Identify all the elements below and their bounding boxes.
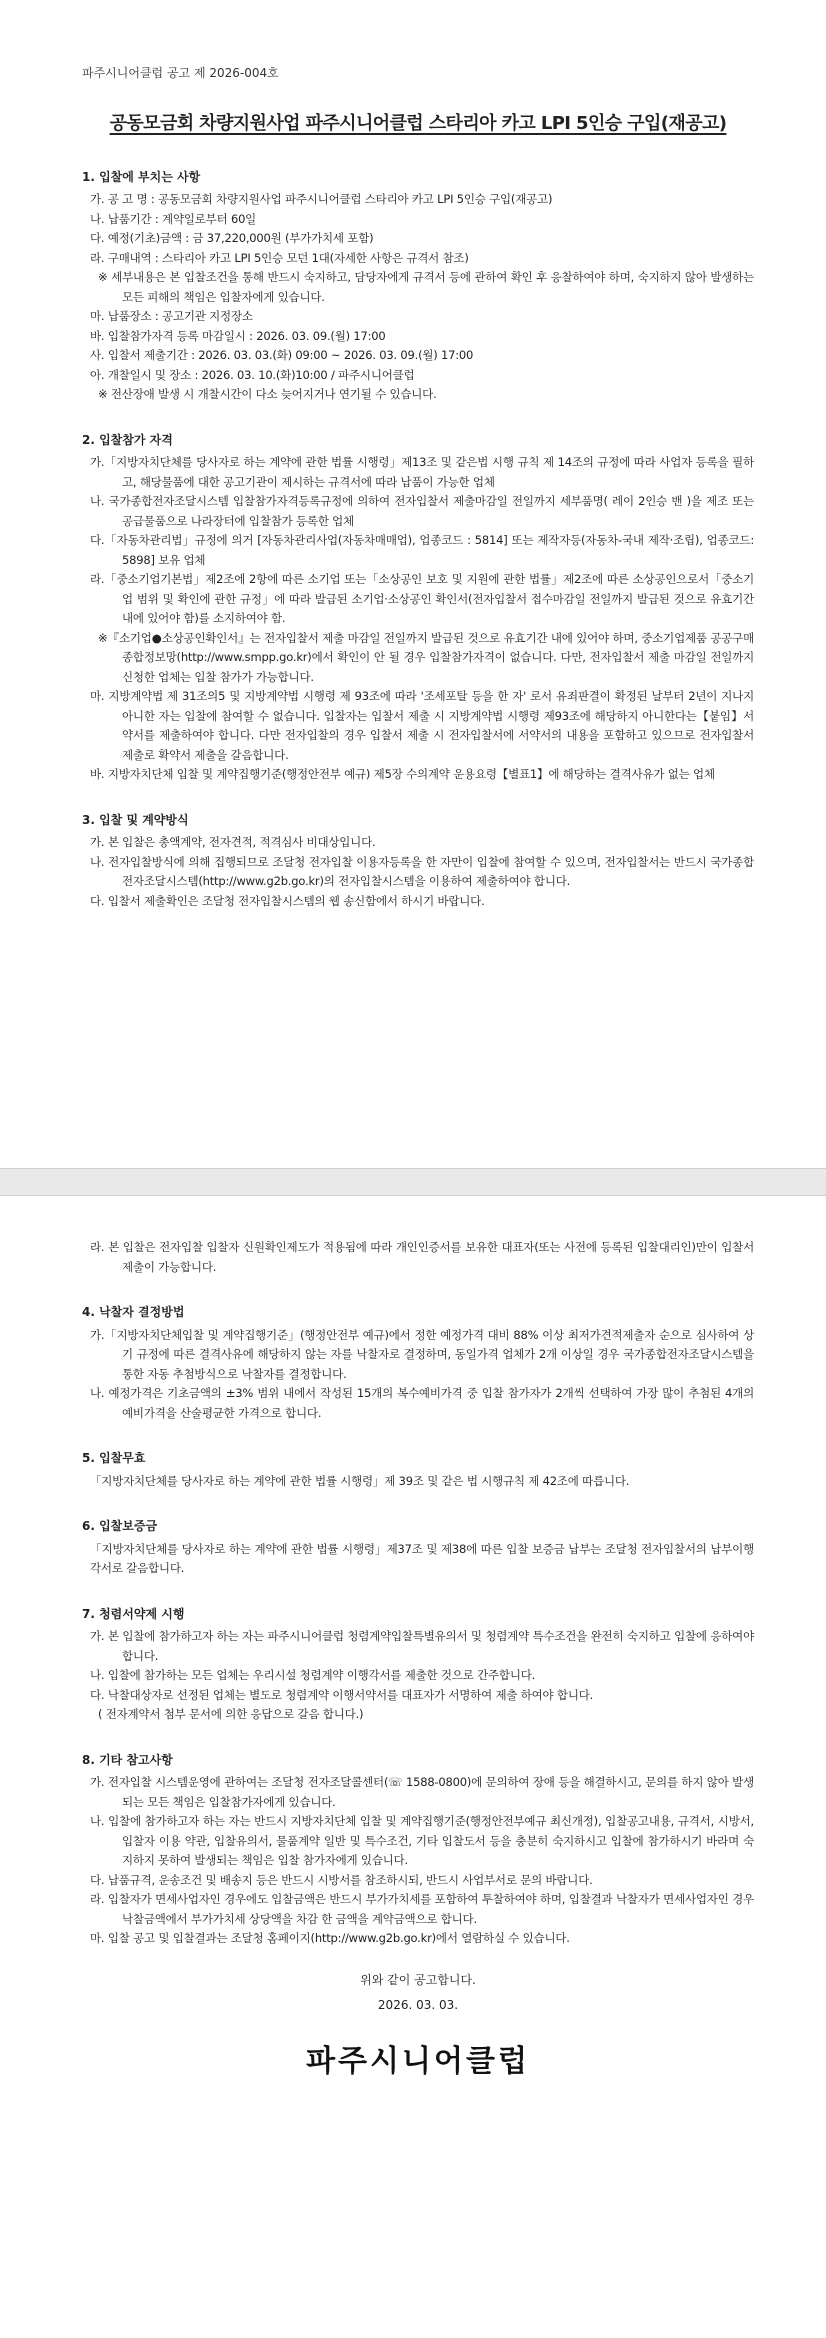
section-note: ※『소기업●소상공인확인서』는 전자입찰서 제출 마감일 전일까지 발급된 것으로 유효기간 내에 있어야 하며, 중소기업제품 공공구매 종합정보망(http://www.smpp.go.kr)에서 확인이 안 될 경우 입찰참가자격이 없습니다. 다만, 전자입찰서 제출 마감일 전일까지 신청한 업체는 입찰 참가가 가능합니다. [98, 630, 754, 684]
section-item: 나. 입찰에 참가하고자 하는 자는 반드시 지방자치단체 입찰 및 계약집행기준(행정안전부예규 최신개정), 입찰공고내용, 규격서, 시방서, 입찰자 이용 약관, 입찰유의서, 물품계약 일반 및 특수조건, 기타 입찰도서 등을 충분히 숙지하시고 입찰에 참가하시기 바라며 숙지하지 못하여 발생되는 책임은 입찰 참가자에게 있습니다. [90, 1814, 754, 1867]
section-title: 8. 기타 참고사항 [82, 1752, 173, 1767]
section-item: 사. 입찰서 제출기간 : 2026. 03. 03.(화) 09:00 ~ 2026. 03. 09.(월) 17:00 [90, 348, 474, 362]
section-item: 나. 국가종합전자조달시스템 입찰참가자격등록규정에 의하여 전자입찰서 제출마감일 전일까지 세부품명( 레이 2인승 밴 )을 제조 또는 공급물품으로 나라장터에 입찰참가 등록한 업체 [90, 494, 754, 528]
section-item: 나. 예정가격은 기초금액의 ±3% 범위 내에서 작성된 15개의 복수예비가격 중 입찰 참가자가 2개씩 선택하여 가장 많이 추첨된 4개의 예비가격을 산술평균한 가격으로 합니다. [90, 1386, 754, 1420]
section-note: ( 전자계약서 첨부 문서에 의한 응답으로 갈음 합니다.) [98, 1707, 364, 1721]
section-item: 라. 구매내역 : 스타리아 카고 LPI 5인승 모던 1대(자세한 사항은 규격서 참조) [90, 250, 469, 265]
section-item: 다. 입찰서 제출확인은 조달청 전자입찰시스템의 웹 송신함에서 하시기 바랍니다. [90, 893, 485, 908]
section-item: 다. 예정(기초)금액 : 금 37,220,000원 (부가가치세 포함) [90, 231, 374, 245]
section-item: 라. 입찰자가 면세사업자인 경우에도 입찰금액은 반드시 부가가치세를 포함하여 투찰하여야 하며, 입찰결과 낙찰자가 면세사업자인 경우 낙찰금액에서 부가가치세 상당액을 차감 한 금액을 계약금액으로 합니다. [90, 1892, 754, 1926]
document-page-2 [0, 1196, 826, 2338]
document-title: 공동모금회 차량지원사업 파주시니어클럽 스타리아 카고 LPI 5인승 구입(재공고) [109, 113, 727, 134]
section-note: ※ 전산장애 발생 시 개찰시간이 다소 늦어지거나 연기될 수 있습니다. [98, 387, 437, 401]
page-separator [0, 1168, 826, 1196]
section-item: 가. 본 입찰에 참가하고자 하는 자는 파주시니어클럽 청렴계약입찰특별유의서 및 청렴계약 특수조건을 완전히 숙지하고 입찰에 응하여야 합니다. [90, 1629, 754, 1663]
section-item: 라. 본 입찰은 전자입찰 입찰자 신원확인제도가 적용됨에 따라 개인인증서를 보유한 대표자(또는 사전에 등록된 입찰대리인)만이 입찰서 제출이 가능합니다. [90, 1240, 754, 1274]
section-item: 가.「지방자치단체입찰 및 계약집행기준」(행정안전부 예규)에서 정한 예정가격 대비 88% 이상 최저가견적제출자 순으로 심사하여 상기 규정에 따른 결격사유에 해당하지 않는 자를 낙찰자로 결정하며, 동일가격 업체가 2개 이상일 경우 국가종합전자조달시스템을 통한 자동 추첨방식으로 낙찰자를 결정합니다. [90, 1327, 754, 1381]
section-item: 다. 낙찰대상자로 선정된 업체는 별도로 청렴계약 이행서약서를 대표자가 서명하여 제출 하여야 합니다. [90, 1687, 594, 1702]
page-1-content [82, 64, 754, 911]
notice-number: 파주시니어클럽 공고 제 2026-004호 [82, 66, 279, 80]
section-item: 아. 개찰일시 및 장소 : 2026. 03. 10.(화)10:00 / 파주시니어클럽 [90, 367, 415, 382]
section-item: 가. 본 입찰은 총액계약, 전자견적, 적격심사 비대상입니다. [90, 835, 376, 849]
section-item: 다. 납품규격, 운송조건 및 배송지 등은 반드시 시방서를 참조하시되, 반드시 사업부서로 문의 바랍니다. [90, 1872, 593, 1887]
section-item: 다.「자동차관리법」규정에 의거 [자동차관리사업(자동차매매업), 업종코드 : 5814] 또는 제작자등(자동차-국내 제작·조립), 업종코드: 5898] 보유 업체 [90, 533, 754, 567]
section-item: 가. 전자입찰 시스템운영에 관하여는 조달청 전자조달콜센터(☏ 1588-0800)에 문의하여 장애 등을 해결하시고, 문의를 하지 않아 발생되는 모든 책임은 입찰참가자에게 있습니다. [90, 1775, 754, 1809]
section-3 [82, 811, 754, 912]
section-7 [82, 1605, 754, 1725]
section-item: 바. 지방자치단체 입찰 및 계약집행기준(행정안전부 예규) 제5장 수의계약 운용요령【별표1】에 해당하는 결격사유가 없는 업체 [90, 767, 715, 781]
section-item: 나. 입찰에 참가하는 모든 업체는 우리시설 청렴계약 이행각서를 제출한 것으로 간주합니다. [90, 1668, 536, 1682]
closing-block [82, 1971, 754, 2016]
section-item: 마. 입찰 공고 및 입찰결과는 조달청 홈페이지(http://www.g2b.go.kr)에서 열람하실 수 있습니다. [90, 1931, 570, 1945]
section-item: 나. 납품기간 : 계약일로부터 60일 [90, 211, 257, 226]
section-4 [82, 1303, 754, 1423]
section-text: 「지방자치단체를 당사자로 하는 계약에 관한 법률 시행령」제 39조 및 같은 법 시행규칙 제 42조에 따릅니다. [90, 1473, 630, 1488]
section-title: 1. 입찰에 부치는 사항 [82, 169, 201, 184]
section-title: 6. 입찰보증금 [82, 1519, 158, 1533]
section-item: 라.「중소기업기본법」제2조에 2항에 따른 소기업 또는「소상공인 보호 및 지원에 관한 법률」제2조에 따른 소상공인으로서「중소기업 범위 및 확인에 관한 규정」에 따라 발급된 소기업·소상공인 확인서(전자입찰서 접수마감일 전일까지 발급된 것으로 유효기간 내에 있어야 함)를 소지하여야 함. [90, 572, 754, 625]
section-1 [82, 168, 754, 405]
section-item: 나. 전자입찰방식에 의해 집행되므로 조달청 전자입찰 이용자등록을 한 자만이 입찰에 참여할 수 있으며, 전자입찰서는 반드시 국가종합전자조달시스템(http://www.g2b.go.kr)의 전자입찰시스템을 이용하여 제출하여야 합니다. [90, 854, 754, 888]
section-2 [82, 431, 754, 785]
section-item: 바. 입찰참가자격 등록 마감일시 : 2026. 03. 09.(월) 17:00 [90, 328, 386, 343]
closing-statement: 위와 같이 공고합니다. [360, 1972, 476, 1987]
section-item: 마. 지방계약법 제 31조의5 및 지방계약법 시행령 제 93조에 따라 '조세포탈 등을 한 자' 로서 유죄판결이 확정된 날부터 2년이 지나지 아니한 자는 입찰에 참여할 수 없습니다. 입찰자는 입찰서 제출 시 지방계약법 시행령 제93조에 해당하지 아니한다는【붙임】서약서를 제출하여야 합니다. 다만 전자입찰의 경우 입찰서 제출 시 전자입찰서에 서약서의 내용을 포함하고 있으므로 전자입찰서 제출로 확약서 제출을 갈음합니다. [90, 689, 754, 762]
section-note: ※ 세부내용은 본 입찰조건을 통해 반드시 숙지하고, 담당자에게 규격서 등에 관하여 확인 후 응찰하여야 하며, 숙지하지 않아 발생하는 모든 피해의 책임은 입찰자에게 있습니다. [98, 270, 754, 304]
section-item: 가.「지방자치단체를 당사자로 하는 계약에 관한 법률 시행령」제13조 및 같은법 시행 규칙 제 14조의 규정에 따라 사업자 등록을 필하고, 해당물품에 대한 공고기관이 제시하는 규격서에 따라 납품이 가능한 업체 [90, 455, 754, 489]
section-title: 5. 입찰무효 [82, 1451, 146, 1465]
notice-date: 2026. 03. 03. [377, 1998, 459, 2012]
section-text: 「지방자치단체를 당사자로 하는 계약에 관한 법률 시행령」제37조 및 제38에 따른 입찰 보증금 납부는 조달청 전자입찰서의 납부이행각서로 갈음합니다. [90, 1541, 754, 1575]
issuer-name: 파주시니어클럽 [306, 2043, 530, 2079]
section-6 [82, 1517, 754, 1579]
section-title: 7. 청렴서약제 시행 [82, 1606, 185, 1621]
section-title: 3. 입찰 및 계약방식 [82, 812, 189, 827]
section-item: 가. 공 고 명 : 공동모금회 차량지원사업 파주시니어클럽 스타리아 카고 LPI 5인승 구입(재공고) [90, 192, 553, 206]
section-item: 마. 납품장소 : 공고기관 지정장소 [90, 309, 253, 323]
section-5 [82, 1449, 754, 1491]
page-2-content [82, 1238, 754, 2079]
section-8 [82, 1751, 754, 1949]
document-page-1 [0, 0, 826, 1168]
section-title: 4. 낙찰자 결정방법 [82, 1305, 185, 1319]
section-title: 2. 입찰참가 자격 [82, 432, 173, 447]
